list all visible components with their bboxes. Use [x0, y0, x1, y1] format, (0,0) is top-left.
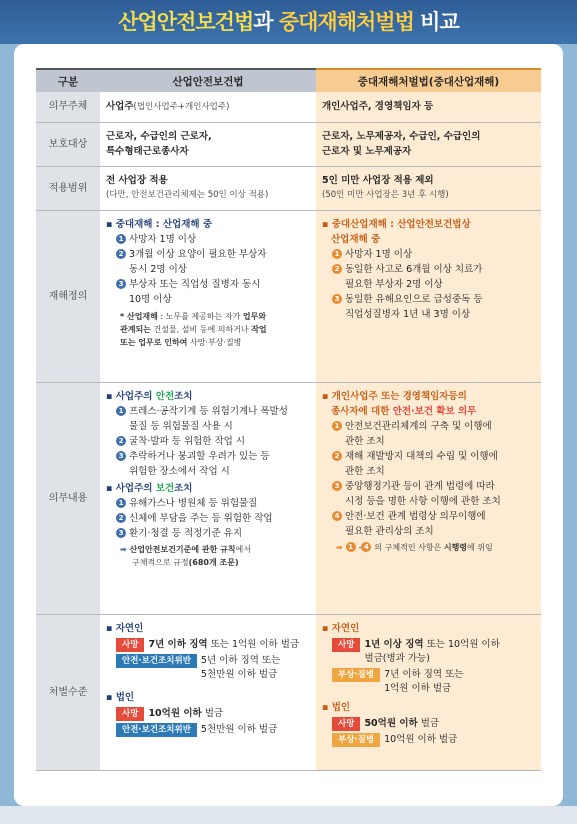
death-tag: 사망: [332, 717, 360, 731]
violation-tag: 안전·보건조치위반: [116, 723, 197, 737]
list-item-text: 사망자 1명 이상: [129, 233, 197, 245]
list-item-text: 필요한 관리상의 조치: [345, 525, 434, 537]
health-head-b: 보건: [155, 482, 175, 494]
list-item-cont: [322, 307, 535, 322]
note-part: 관계되는: [120, 324, 151, 334]
decree-note: ➡ 1 - 4 의 구체적인 사항은 시행령에 위임: [336, 542, 493, 552]
penalty-text: [148, 707, 223, 721]
penalty-item: [116, 654, 310, 682]
list-item-text: 10명 이상: [129, 293, 172, 305]
ref-part: (680개 조문): [188, 557, 239, 567]
disaster-def-law2-head-2: 산업재해 중: [331, 233, 381, 245]
label-protected: 보호대상: [36, 122, 100, 166]
row-duty-subject: [36, 92, 541, 122]
protected-law1-line2: 특수형태근로종사자: [106, 146, 189, 157]
list-item: 3 환기·청결 등 적정기준 유지: [106, 526, 310, 541]
ref-part: 산업안전보건기준에 관한 규칙: [129, 544, 236, 554]
penalty-corp-label: 법인: [115, 691, 135, 703]
list-item-cont: [322, 524, 535, 539]
list-item-cont: [106, 292, 310, 307]
header-law1: 산업안전보건법: [100, 69, 316, 92]
list-item-text: 중앙행정기관 등이 관계 법령에 따라: [345, 480, 495, 492]
list-item: 2 3개월 이상 요양이 필요한 부상자: [106, 247, 310, 262]
list-item-text: 시정 등을 명한 사항 이행에 관한 조치: [345, 495, 501, 507]
comparison-table: [36, 68, 541, 771]
note-part: : 노무를 제공하는 자가: [157, 311, 243, 321]
list-item: 3 중앙행정기관 등이 관계 법령에 따라: [322, 479, 535, 494]
penalty-law1: [100, 614, 316, 770]
list-item-text: 안전보건관리체계의 구축 및 이행에: [345, 420, 492, 432]
list-item-cont: [322, 494, 535, 509]
scope-law2-line1: 5인 미만 사업장 적용 제외: [322, 175, 434, 186]
label-scope: 적용범위: [36, 166, 100, 210]
list-item: 1 사망자 1명 이상: [322, 247, 535, 262]
violation-tag: 안전·보건조치위반: [116, 654, 197, 668]
note-part: 또는 업무로 인하여: [120, 337, 188, 347]
penalty-item: [332, 638, 535, 666]
ref-part: 에서: [235, 544, 252, 554]
note-part: 시행령: [443, 542, 468, 552]
label-disaster-def: 재해정의: [36, 210, 100, 382]
list-item-text: 동일한 사고로 6개월 이상 치료가: [345, 263, 483, 275]
health-head: ▪ 사업주의 보건조치: [106, 482, 193, 494]
label-duty-content: 의무내용: [36, 382, 100, 614]
list-item: 2 재해 재발방지 대책의 수립 및 이행에: [322, 449, 535, 464]
protected-law2-line2: 근로자 및 노무제공자: [322, 146, 412, 157]
list-item: 1 프레스·공작기계 등 위험기계나 폭발성: [106, 404, 310, 419]
scope-law1: [100, 166, 316, 210]
list-item-cont: [322, 277, 535, 292]
penalty-text: 5천만원 이하 벌금: [200, 723, 278, 735]
penalty-text: [364, 638, 499, 666]
header-row: [36, 69, 541, 92]
list-item-text: 신체에 부담을 주는 등 위험한 작업: [129, 512, 273, 524]
penalty-part: 1억원 이하 벌금: [384, 682, 452, 694]
list-item: 4 안전·보건 관계 법령상 의무이행에: [322, 509, 535, 524]
penalty-item: [332, 733, 535, 747]
safety-head-c: 조치: [174, 390, 193, 402]
list-item-text: 재해 재발방지 대책의 수립 및 이행에: [345, 450, 498, 462]
protected-law2-line1: 근로자, 노무제공자, 수급인, 수급인의: [322, 131, 481, 142]
list-item-text: 물질 등 위험물질 사용 시: [129, 420, 233, 432]
list-item-text: 3개월 이상 요양이 필요한 부상자: [129, 248, 267, 260]
penalty-part: 또는 10억원 이하: [423, 638, 500, 650]
duty-law2-head-2a: 종사자에 대한: [331, 405, 393, 417]
list-item: 1 안전보건관리체계의 구축 및 이행에: [322, 419, 535, 434]
penalty-part: 7년 이하 징역 또는: [384, 668, 464, 680]
duty-law2-head: ▪ 개인사업주 또는 경영책임자등의 종사자에 대한 안전·보건 확보 의무: [322, 390, 477, 417]
list-item-text: 직업성질병자 1년 내 3명 이상: [345, 308, 471, 320]
safety-head: ▪ 사업주의 안전조치: [106, 390, 193, 402]
disaster-def-law1-head-text: 중대재해 : 산업재해 중: [115, 218, 213, 230]
penalty-part: 1년 이상 징역: [364, 638, 424, 650]
penalty-item: [332, 717, 535, 731]
duty-subject-law1-main: 사업주: [106, 100, 134, 112]
duty-content-law2: [316, 382, 541, 614]
duty-subject-law2: 개인사업주, 경영책임자 등: [316, 92, 541, 122]
list-item-text: 관한 조치: [345, 465, 385, 477]
penalty-item: [116, 638, 310, 652]
penalty-part: 50억원 이하: [364, 717, 418, 729]
title-bar: [0, 0, 577, 44]
rule-reference: [106, 543, 310, 569]
list-item-text: 안전·보건 관계 법령상 의무이행에: [345, 510, 486, 522]
scope-law2: [316, 166, 541, 210]
penalty-law2-person: ▪ 자연인: [322, 622, 360, 634]
list-item-text: 유해가스나 병원체 등 위험물질: [129, 497, 258, 509]
disaster-def-law1: [100, 210, 316, 382]
arrow-right-icon: ➡: [336, 542, 346, 552]
penalty-text: 10억원 이하 벌금: [384, 733, 458, 745]
protected-law1: [100, 122, 316, 166]
penalty-item: [116, 707, 310, 721]
list-item: 2 신체에 부담을 주는 등 위험한 작업: [106, 511, 310, 526]
page-title: [0, 0, 577, 44]
list-item: 3 부상자 또는 직업성 질병자 동시: [106, 277, 310, 292]
disaster-def-law2-head: ▪ 중대산업재해 : 산업안전보건법상 산업재해 중: [322, 218, 471, 245]
list-item-text: 환기·청결 등 적정기준 유지: [129, 527, 243, 539]
list-item-text: 사망자 1명 이상: [345, 248, 413, 260]
list-item-text: 관한 조치: [345, 435, 385, 447]
penalty-law1-person: ▪ 자연인: [106, 622, 144, 634]
protected-law2: [316, 122, 541, 166]
duty-subject-law1: [100, 92, 316, 122]
list-item-cont: [106, 262, 310, 277]
list-item-text: 추락하거나 붕괴할 우려가 있는 등: [129, 450, 270, 462]
list-item-text: 굴착·발파 등 위험한 작업 시: [129, 435, 246, 447]
row-duty-content: [36, 382, 541, 614]
list-item-text: 부상자 또는 직업성 질병자 동시: [129, 278, 261, 290]
death-tag: 사망: [116, 638, 144, 652]
penalty-law2-corp: ▪ 법인: [322, 701, 351, 713]
penalty-part: 7년 이하 징역: [148, 638, 208, 650]
scope-law1-line1: 전 사업장 적용: [106, 175, 168, 186]
penalty-text: [201, 654, 280, 682]
ref-num-icon: 1: [346, 542, 356, 552]
health-head-a: 사업주의: [115, 482, 156, 494]
penalty-part: 또는 1억원 이하 벌금: [207, 638, 300, 650]
row-scope: [36, 166, 541, 210]
disaster-def-law1-head: ▪ 중대재해 : 산업재해 중: [106, 218, 213, 230]
penalty-part: 5년 이하 징역 또는: [200, 654, 281, 666]
label-penalty: 처벌수준: [36, 614, 100, 770]
list-item: 2 동일한 사고로 6개월 이상 치료가: [322, 262, 535, 277]
list-item: 1 유해가스나 병원체 등 위험물질: [106, 496, 310, 511]
comparison-card: [14, 44, 563, 806]
row-penalty: [36, 614, 541, 770]
penalty-text: [148, 638, 299, 652]
penalty-person-label: 자연인: [115, 622, 144, 634]
disaster-def-law2-head-1: 중대산업재해 : 산업안전보건법상: [331, 218, 471, 230]
penalty-part: 5천만원 이하 벌금: [200, 668, 278, 680]
death-tag: 사망: [116, 707, 144, 721]
penalty-text: [384, 668, 463, 696]
note-part: 사망·부상·질병: [187, 337, 242, 347]
list-item-text: 동일한 유해요인으로 급성중독 등: [345, 293, 483, 305]
title-law2: 중대재해처벌법: [278, 10, 414, 34]
list-item-text: 동시 2명 이상: [129, 263, 187, 275]
penalty-law2: [316, 614, 541, 770]
note-part: 에 위임: [467, 542, 493, 552]
duty-law2-head-2b: 안전·보건 확보 의무: [392, 405, 477, 417]
list-item-text: 필요한 부상자 2명 이상: [345, 278, 443, 290]
penalty-law1-corp: ▪ 법인: [106, 691, 135, 703]
label-duty-subject: 의무주체: [36, 92, 100, 122]
penalty-person-label: 자연인: [331, 622, 360, 634]
death-tag: 사망: [332, 638, 360, 652]
duty-content-law1: [100, 382, 316, 614]
list-item-cont: [322, 464, 535, 479]
scope-law2-line2: (50인 미만 사업장은 3년 후 시행): [322, 190, 449, 200]
list-item: 1 사망자 1명 이상: [106, 232, 310, 247]
list-item-text: 프레스·공작기계 등 위험기계나 폭발성: [129, 405, 288, 417]
header-category: 구분: [36, 69, 100, 92]
note-part: 의 구체적인 사항은: [374, 542, 444, 552]
ref-num-icon: 4: [361, 542, 371, 552]
penalty-item: [332, 668, 535, 696]
title-compare: 비교: [413, 10, 459, 34]
arrow-right-icon: ➡: [120, 544, 130, 554]
note-part: 건설물, 설비 등에 의하거나: [150, 324, 252, 334]
penalty-item: [116, 723, 310, 737]
note-part: 작업: [251, 324, 267, 334]
penalty-part: 10억원 이하: [148, 707, 202, 719]
scope-law1-line2: (다만, 안전보건관리체제는 50인 이상 적용): [106, 190, 269, 200]
penalty-part: 벌금: [417, 717, 440, 729]
protected-law1-line1: 근로자, 수급인의 근로자,: [106, 131, 212, 142]
row-disaster-def: [36, 210, 541, 382]
list-item: 3 동일한 유해요인으로 급성중독 등: [322, 292, 535, 307]
duty-subject-law1-note: (법인사업주+개인사업주): [133, 101, 230, 112]
header-law2: 중대재해처벌법(중대산업재해): [316, 69, 541, 92]
row-protected: [36, 122, 541, 166]
title-law1: 산업안전보건법: [118, 10, 254, 34]
note-part: 업무와: [242, 311, 267, 321]
list-item-cont: [322, 434, 535, 449]
penalty-text: [364, 717, 439, 731]
industrial-accident-note: [106, 310, 310, 349]
title-conj: 과: [253, 10, 279, 34]
safety-head-b: 안전: [155, 390, 175, 402]
injury-tag: 부상·질병: [332, 668, 380, 682]
duty-law2-head-1: 개인사업주 또는 경영책임자등의: [331, 390, 467, 402]
note-part: * 산업재해: [120, 311, 158, 321]
list-item: 3 추락하거나 붕괴할 우려가 있는 등: [106, 449, 310, 464]
list-item-cont: [106, 419, 310, 434]
disaster-def-law2: [316, 210, 541, 382]
list-item: 2 굴착·발파 등 위험한 작업 시: [106, 434, 310, 449]
list-item-text: 위험한 장소에서 작업 시: [129, 465, 230, 477]
penalty-corp-label: 법인: [331, 701, 351, 713]
list-item-cont: [106, 464, 310, 479]
injury-tag: 부상·질병: [332, 733, 380, 747]
safety-head-a: 사업주의: [115, 390, 156, 402]
penalty-part: 벌금(병과 가능): [364, 652, 430, 664]
health-head-c: 조치: [174, 482, 193, 494]
penalty-part: 벌금: [201, 707, 224, 719]
bottom-strip: [0, 806, 577, 824]
ref-part: 구체적으로 규정: [132, 557, 189, 567]
